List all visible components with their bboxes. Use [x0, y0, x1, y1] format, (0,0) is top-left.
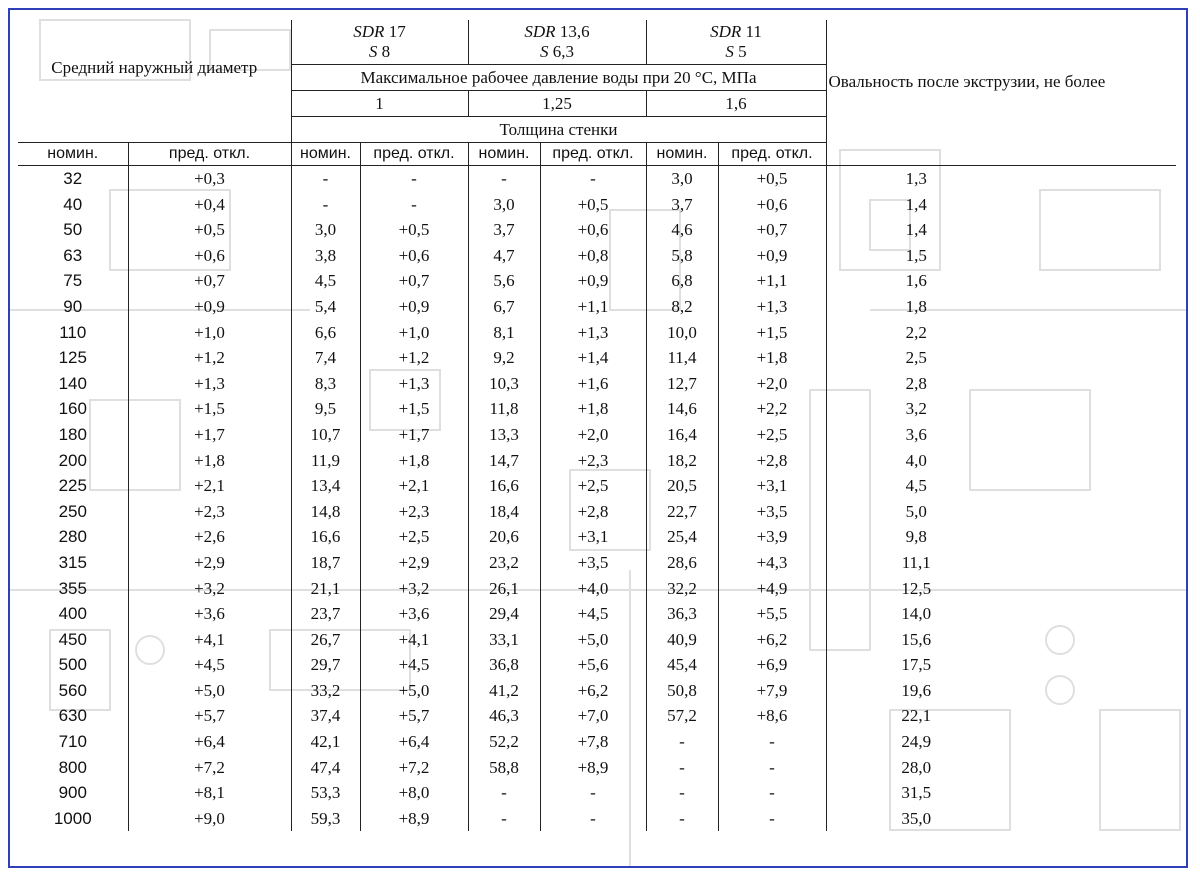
table-cell: 33,2 — [291, 678, 360, 704]
table-cell: - — [468, 780, 540, 806]
table-row — [18, 755, 1176, 781]
table-cell: 12,7 — [646, 371, 718, 397]
table-cell: 28,0 — [901, 757, 932, 777]
table-cell: +4,1 — [128, 627, 291, 653]
table-cell: +1,7 — [128, 422, 291, 448]
table-cell: 6,7 — [468, 294, 540, 320]
pipe-dimensions-table — [18, 20, 1176, 831]
table-cell: +5,0 — [360, 678, 468, 704]
table-cell: 110 — [18, 320, 128, 346]
table-cell: 32 — [18, 166, 128, 192]
table-cell: - — [718, 729, 826, 755]
table-row — [18, 371, 1176, 397]
table-cell: 1,5 — [905, 245, 927, 265]
table-cell: +1,3 — [540, 320, 646, 346]
table-cell: 59,3 — [291, 806, 360, 832]
pressure-header: Максимальное рабочее давление воды при 20 °С, МПа — [291, 65, 826, 91]
table-cell: 75 — [18, 268, 128, 294]
col-g1-nom: номин. — [291, 143, 360, 166]
table-row — [18, 345, 1176, 371]
table-cell: 18,7 — [291, 550, 360, 576]
table-cell: 8,2 — [646, 294, 718, 320]
table-cell: +5,0 — [128, 678, 291, 704]
table-cell: 6,8 — [646, 268, 718, 294]
table-cell: 280 — [18, 524, 128, 550]
table-cell: +3,1 — [718, 473, 826, 499]
table-cell: 1,8 — [905, 296, 927, 316]
table-cell: 33,1 — [468, 627, 540, 653]
table-cell: +2,3 — [360, 499, 468, 525]
table-cell: 36,3 — [646, 601, 718, 627]
table-cell: 41,2 — [468, 678, 540, 704]
table-cell: 5,4 — [291, 294, 360, 320]
table-cell: 52,2 — [468, 729, 540, 755]
table-cell: 37,4 — [291, 703, 360, 729]
table-cell: 25,4 — [646, 524, 718, 550]
table-cell: - — [718, 780, 826, 806]
table-cell: 35,0 — [901, 808, 932, 828]
table-cell: 8,3 — [291, 371, 360, 397]
table-cell: 28,6 — [646, 550, 718, 576]
table-cell: +4,5 — [128, 652, 291, 678]
table-cell: - — [646, 806, 718, 832]
table-cell: 11,9 — [291, 448, 360, 474]
table-row — [18, 448, 1176, 474]
group-1-sdr: SDR 17 S 8 — [291, 20, 468, 65]
table-cell: +1,3 — [128, 371, 291, 397]
table-cell: 5,8 — [646, 243, 718, 269]
table-cell: +1,8 — [540, 396, 646, 422]
table-cell: 3,0 — [291, 217, 360, 243]
table-cell: +0,5 — [540, 192, 646, 218]
table-cell: 16,4 — [646, 422, 718, 448]
table-cell: +6,4 — [360, 729, 468, 755]
table-cell: 9,2 — [468, 345, 540, 371]
table-cell: 160 — [18, 396, 128, 422]
table-cell: +6,2 — [718, 627, 826, 653]
table-cell: +1,5 — [718, 320, 826, 346]
table-cell: +2,6 — [128, 524, 291, 550]
table-cell: +2,3 — [128, 499, 291, 525]
table-cell: +1,3 — [718, 294, 826, 320]
header-spacer — [18, 117, 291, 143]
wall-thickness-header: Толщина стенки — [291, 117, 826, 143]
table-cell: 125 — [18, 345, 128, 371]
table-cell: +1,6 — [540, 371, 646, 397]
group-3-sdr: SDR 11 S 5 — [646, 20, 826, 65]
table-cell: 14,7 — [468, 448, 540, 474]
table-cell: +1,1 — [540, 294, 646, 320]
table-row — [18, 294, 1176, 320]
table-cell: +1,4 — [540, 345, 646, 371]
table-cell: 3,6 — [905, 424, 927, 444]
table-cell: +6,2 — [540, 678, 646, 704]
table-row — [18, 652, 1176, 678]
table-cell: +1,2 — [128, 345, 291, 371]
table-cell: +2,1 — [360, 473, 468, 499]
table-cell: - — [646, 755, 718, 781]
table-cell: 315 — [18, 550, 128, 576]
table-cell: +8,9 — [540, 755, 646, 781]
table-cell: 4,7 — [468, 243, 540, 269]
table-cell: +3,2 — [360, 576, 468, 602]
table-cell: 19,6 — [901, 680, 932, 700]
table-cell: 31,5 — [901, 783, 932, 803]
table-cell: +1,8 — [128, 448, 291, 474]
table-cell: +7,2 — [128, 755, 291, 781]
table-cell: - — [291, 166, 360, 192]
table-body — [18, 166, 1176, 832]
table-cell: +2,5 — [360, 524, 468, 550]
table-cell: +1,1 — [718, 268, 826, 294]
table-cell: - — [646, 780, 718, 806]
table-row — [18, 550, 1176, 576]
table-cell: +0,8 — [540, 243, 646, 269]
table-cell: +3,1 — [540, 524, 646, 550]
table-cell: 250 — [18, 499, 128, 525]
table-cell: 45,4 — [646, 652, 718, 678]
table-cell: +0,6 — [360, 243, 468, 269]
table-cell: +0,7 — [718, 217, 826, 243]
table-cell: +0,7 — [360, 268, 468, 294]
table-cell: 355 — [18, 576, 128, 602]
table-row — [18, 268, 1176, 294]
table-cell: +0,7 — [128, 268, 291, 294]
table-cell: +2,0 — [540, 422, 646, 448]
table-cell: 11,4 — [646, 345, 718, 371]
table-cell: 2,2 — [905, 322, 927, 342]
table-cell: +7,8 — [540, 729, 646, 755]
table-cell: +4,3 — [718, 550, 826, 576]
table-cell: +6,4 — [128, 729, 291, 755]
table-cell: 57,2 — [646, 703, 718, 729]
table-cell: 710 — [18, 729, 128, 755]
table-cell: 3,0 — [468, 192, 540, 218]
table-cell: 21,1 — [291, 576, 360, 602]
table-row — [18, 320, 1176, 346]
table-cell: 2,8 — [905, 373, 927, 393]
table-cell: +2,9 — [360, 550, 468, 576]
table-cell: 630 — [18, 703, 128, 729]
table-cell: 58,8 — [468, 755, 540, 781]
table-cell: +4,0 — [540, 576, 646, 602]
pressure-group-2: 1,25 — [468, 91, 646, 117]
table-row — [18, 499, 1176, 525]
table-cell: +4,5 — [540, 601, 646, 627]
table-cell: 1000 — [18, 806, 128, 832]
table-cell: +5,0 — [540, 627, 646, 653]
table-cell: 22,1 — [901, 706, 932, 726]
table-row — [18, 729, 1176, 755]
table-cell: 14,6 — [646, 396, 718, 422]
table-cell: +5,6 — [540, 652, 646, 678]
table-cell: +3,6 — [128, 601, 291, 627]
table-cell: +2,3 — [540, 448, 646, 474]
table-cell: 1,4 — [905, 194, 927, 214]
table-row — [18, 217, 1176, 243]
table-cell: +5,7 — [360, 703, 468, 729]
table-cell: 18,4 — [468, 499, 540, 525]
table-cell: 90 — [18, 294, 128, 320]
table-cell: +0,5 — [718, 166, 826, 192]
table-cell: 50,8 — [646, 678, 718, 704]
table-cell: 450 — [18, 627, 128, 653]
table-cell: 29,4 — [468, 601, 540, 627]
table-cell: - — [468, 166, 540, 192]
table-cell: 6,6 — [291, 320, 360, 346]
document-frame — [8, 8, 1188, 868]
table-cell: 1,6 — [905, 271, 927, 291]
table-cell: +2,1 — [128, 473, 291, 499]
table-cell: +1,0 — [128, 320, 291, 346]
table-cell: 140 — [18, 371, 128, 397]
table-cell: +8,6 — [718, 703, 826, 729]
col-diam-nom: номин. — [18, 143, 128, 166]
col-ovality — [826, 143, 1176, 166]
table-row — [18, 601, 1176, 627]
table-cell: - — [540, 780, 646, 806]
table-cell: 20,6 — [468, 524, 540, 550]
table-cell: +2,5 — [540, 473, 646, 499]
table-cell: 26,7 — [291, 627, 360, 653]
table-cell: 180 — [18, 422, 128, 448]
table-row — [18, 576, 1176, 602]
table-cell: +0,5 — [360, 217, 468, 243]
table-cell: 3,2 — [905, 399, 927, 419]
table-cell: 63 — [18, 243, 128, 269]
table-cell: +0,5 — [128, 217, 291, 243]
table-cell: 53,3 — [291, 780, 360, 806]
table-cell: 10,0 — [646, 320, 718, 346]
table-cell: +1,8 — [360, 448, 468, 474]
table-cell: 9,5 — [291, 396, 360, 422]
table-cell: +1,3 — [360, 371, 468, 397]
table-cell: +7,2 — [360, 755, 468, 781]
table-cell: 14,0 — [901, 604, 932, 624]
table-cell: 7,4 — [291, 345, 360, 371]
table-cell: 3,0 — [646, 166, 718, 192]
group-2-sdr: SDR 13,6 S 6,3 — [468, 20, 646, 65]
table-cell: +5,5 — [718, 601, 826, 627]
table-cell: 560 — [18, 678, 128, 704]
table-cell: +3,5 — [718, 499, 826, 525]
table-cell: 15,6 — [901, 629, 932, 649]
table-cell: +6,9 — [718, 652, 826, 678]
table-cell: +1,5 — [128, 396, 291, 422]
table-cell: +2,8 — [718, 448, 826, 474]
diameter-header: Средний наружный диаметр — [18, 20, 291, 117]
table-cell: 40,9 — [646, 627, 718, 653]
table-cell: +3,9 — [718, 524, 826, 550]
table-cell: 225 — [18, 473, 128, 499]
table-cell: 3,7 — [646, 192, 718, 218]
table-cell: 10,7 — [291, 422, 360, 448]
table-cell: +0,6 — [128, 243, 291, 269]
pressure-group-1: 1 — [291, 91, 468, 117]
col-g1-dev: пред. откл. — [360, 143, 468, 166]
ovality-header: Овальность после экструзии, не более — [826, 20, 1176, 143]
table-cell: +1,2 — [360, 345, 468, 371]
table-cell: 20,5 — [646, 473, 718, 499]
table-row — [18, 678, 1176, 704]
table-cell: 1,4 — [905, 220, 927, 240]
table-cell: +8,1 — [128, 780, 291, 806]
table-cell: 11,8 — [468, 396, 540, 422]
table-cell: +4,5 — [360, 652, 468, 678]
table-cell: 14,8 — [291, 499, 360, 525]
table-cell: +7,0 — [540, 703, 646, 729]
table-cell: +2,0 — [718, 371, 826, 397]
table-cell: +3,2 — [128, 576, 291, 602]
table-cell: +8,0 — [360, 780, 468, 806]
table-row — [18, 703, 1176, 729]
table-cell: 17,5 — [901, 655, 932, 675]
table-cell: +1,0 — [360, 320, 468, 346]
table-cell: +0,3 — [128, 166, 291, 192]
table-cell: 4,5 — [291, 268, 360, 294]
table-cell: - — [718, 806, 826, 832]
table-row — [18, 166, 1176, 192]
table-cell: 13,3 — [468, 422, 540, 448]
table-cell: 50 — [18, 217, 128, 243]
table-cell: +0,9 — [128, 294, 291, 320]
table-cell: 24,9 — [901, 732, 932, 752]
table-cell: 23,2 — [468, 550, 540, 576]
table-cell: - — [291, 192, 360, 218]
table-cell: - — [360, 192, 468, 218]
table-cell: 46,3 — [468, 703, 540, 729]
table-cell: 4,5 — [905, 476, 927, 496]
col-g3-dev: пред. откл. — [718, 143, 826, 166]
table-cell: +3,5 — [540, 550, 646, 576]
table-cell: +0,6 — [718, 192, 826, 218]
table-cell: - — [360, 166, 468, 192]
table-cell: +2,5 — [718, 422, 826, 448]
table-cell: 1,3 — [905, 169, 927, 188]
table-cell: 3,7 — [468, 217, 540, 243]
table-cell: +0,9 — [540, 268, 646, 294]
table-cell: 900 — [18, 780, 128, 806]
table-cell: 3,8 — [291, 243, 360, 269]
table-cell: 26,1 — [468, 576, 540, 602]
table-row — [18, 396, 1176, 422]
table-cell: 47,4 — [291, 755, 360, 781]
col-diam-dev: пред. откл. — [128, 143, 291, 166]
table-cell: - — [540, 166, 646, 192]
table-cell: 40 — [18, 192, 128, 218]
table-cell: +8,9 — [360, 806, 468, 832]
col-g2-nom: номин. — [468, 143, 540, 166]
table-row — [18, 524, 1176, 550]
table-row — [18, 192, 1176, 218]
table-cell: 8,1 — [468, 320, 540, 346]
table-cell: 42,1 — [291, 729, 360, 755]
table-cell: +3,6 — [360, 601, 468, 627]
table-cell: +4,1 — [360, 627, 468, 653]
table-row — [18, 473, 1176, 499]
table-cell: 9,8 — [905, 527, 927, 547]
table-row — [18, 806, 1176, 832]
table-cell: +1,8 — [718, 345, 826, 371]
table-cell: 11,1 — [901, 552, 931, 572]
table-cell: 800 — [18, 755, 128, 781]
table-cell: +7,9 — [718, 678, 826, 704]
table-cell: +1,7 — [360, 422, 468, 448]
table-cell: - — [718, 755, 826, 781]
table-cell: 23,7 — [291, 601, 360, 627]
table-cell: 29,7 — [291, 652, 360, 678]
table-cell: 22,7 — [646, 499, 718, 525]
table-cell: +2,9 — [128, 550, 291, 576]
table-cell: 10,3 — [468, 371, 540, 397]
table-row — [18, 780, 1176, 806]
table-cell: 2,5 — [905, 348, 927, 368]
table-cell: 32,2 — [646, 576, 718, 602]
table-cell: 4,0 — [905, 450, 927, 470]
table-row — [18, 627, 1176, 653]
table-cell: 13,4 — [291, 473, 360, 499]
table-cell: +4,9 — [718, 576, 826, 602]
table-cell: 16,6 — [291, 524, 360, 550]
table-cell: +0,4 — [128, 192, 291, 218]
table-cell: 5,0 — [905, 501, 927, 521]
table-row — [18, 422, 1176, 448]
table-cell: +0,9 — [360, 294, 468, 320]
table-cell: +2,8 — [540, 499, 646, 525]
table-cell: 4,6 — [646, 217, 718, 243]
col-g2-dev: пред. откл. — [540, 143, 646, 166]
table-cell: 18,2 — [646, 448, 718, 474]
table-cell: 200 — [18, 448, 128, 474]
table-cell: - — [646, 729, 718, 755]
table-cell: 12,5 — [901, 578, 932, 598]
table-cell: +5,7 — [128, 703, 291, 729]
col-g3-nom: номин. — [646, 143, 718, 166]
table-cell: +0,6 — [540, 217, 646, 243]
table-cell: +0,9 — [718, 243, 826, 269]
table-cell: 5,6 — [468, 268, 540, 294]
table-cell: +2,2 — [718, 396, 826, 422]
table-row — [18, 243, 1176, 269]
table-cell: 400 — [18, 601, 128, 627]
table-cell: - — [468, 806, 540, 832]
table-cell: 36,8 — [468, 652, 540, 678]
table-cell: +9,0 — [128, 806, 291, 832]
table-cell: 500 — [18, 652, 128, 678]
table-cell: 16,6 — [468, 473, 540, 499]
table-cell: - — [540, 806, 646, 832]
pressure-group-3: 1,6 — [646, 91, 826, 117]
table-cell: +1,5 — [360, 396, 468, 422]
